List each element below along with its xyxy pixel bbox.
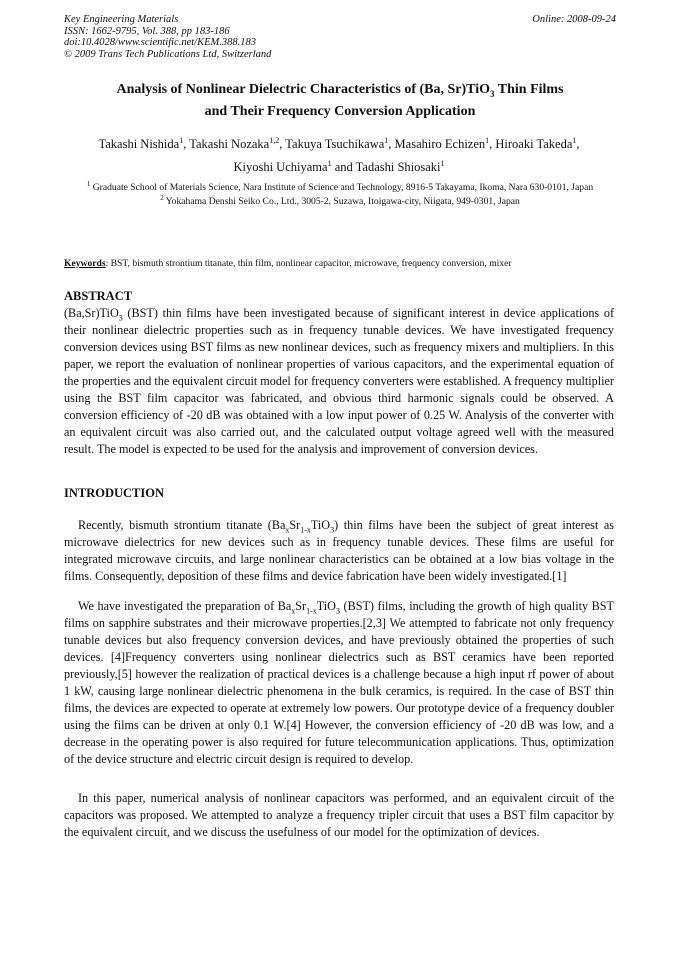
author-affiliation-mark: 1 [327,158,332,168]
intro-text: Sr [295,599,307,613]
intro-paragraph-3: In this paper, numerical analysis of nonlinear capacitors was performed, and an equivalent circuit of the capacitors was proposed. We attempted to analyze a frequency tripler circuit that uses a BST film capacitor by the equivalent circuit, and we discuss the usefulness of our model for the optimization of devices. [64,791,614,840]
abstract-paragraph [64,305,614,458]
title-subscript: 3 [490,88,495,99]
author-name: Kiyoshi Uchiyama [233,160,328,174]
keywords-label: Keywords [64,258,106,269]
author-affiliation-mark: 1 [572,135,577,145]
journal-name: Key Engineering Materials [64,14,179,25]
introduction-heading: INTRODUCTION [64,486,165,500]
keywords-line [64,258,624,270]
author-conjunction: and [331,160,356,174]
author-separator: , [576,137,580,151]
title-line1-post: Thin Films [494,82,564,97]
intro-text: ) thin films have been the subject of great interest as microwave dielectrics for new devices such as in frequency tunable devices. These films are useful for integrated microwave circuits, and large nonlinear characteristics can be obtained at a low bias voltage in the films. Consequently, deposition of these films and device fabrication have been widely investigated.[1] [64,518,614,584]
abstract-heading: ABSTRACT [64,289,133,303]
subscript: 1-x [300,525,311,535]
author-list [58,133,620,179]
intro-text: We have investigated the preparation of Ba [78,599,292,613]
author-separator: , [279,137,286,151]
online-date: Online: 2008-09-24 [532,14,616,25]
abstract-text: (BST) thin films have been investigated because of significant interest in device applications of their nonlinear dielectric properties such as in frequency tunable devices. We have investigated frequency conversion devices using BST films as new nonlinear devices, such as frequency mixers and multipliers. In this paper, we report the evaluation of nonlinear properties of various capacitors, and the experimental equation of the properties and the equivalent circuit model for frequency converters were established. A frequency multiplier using the BST film capacitor was fabricated, and obvious third harmonic signals could be observed. A conversion efficiency of -20 dB was obtained with a low input power of 0.25 W. Analysis of the converter with an equivalent circuit was also carried out, and the calculated output voltage agreed well with the measured result. The model is expected to be used for the analysis and improvement of conversion devices. [64,306,614,457]
author-name: Hiroaki Takeda [495,137,573,151]
subscript: 1-x [306,606,317,616]
author-name: Takuya Tsuchikawa [285,137,385,151]
author-affiliation-mark: 1 [485,135,490,145]
intro-text: TiO [316,599,336,613]
keywords-text: : BST, bismuth strontium titanate, thin film, nonlinear capacitor, microwave, frequency conversion, mixer [105,258,512,269]
author-affiliation-mark: 1 [179,135,184,145]
doi-line: doi:10.4028/www.scientific.net/KEM.388.183 [64,37,256,48]
subscript: 3 [335,606,340,616]
author-name: Takashi Nishida [98,137,180,151]
affiliation-2 [64,195,616,209]
title-line1-pre: Analysis of Nonlinear Dielectric Characteristics of (Ba, Sr)TiO [116,82,491,97]
intro-text: Sr [289,518,301,532]
intro-text: (BST) films, including the growth of high quality BST films on sapphire substrates and their microwave properties.[2,3] We attempted to fabricate not only frequency tunable devices but also frequency conversion devices, and have previously obtained the properties of such devices. [4]Frequency converters using nonlinear dielectrics such as BST ceramics have been reported previously,[5] however the realization of practical devices is a challenge because a high input rf power of about 1 kW, causing large nonlinear dielectric phenomena in the bulk ceramics, is required. In the case of BST thin films, the devices are expected to operate at extremely low powers. Our prototype device of a frequency doubler using the films can be driven at only 0.1 W.[4] However, the conversion efficiency of -20 dB was low, and a decrease in the operating power is also required for future telecommunication applications. Thus, optimization of the device structure and electric circuit design is required to develop. [64,599,614,767]
author-name: Masahiro Echizen [394,137,486,151]
affiliation-mark: 1 [86,179,91,188]
intro-paragraph-1 [64,517,614,585]
affiliation-mark: 2 [160,193,164,202]
journal-header [64,14,616,60]
subscript: 3 [330,525,335,535]
copyright-line: © 2009 Trans Tech Publications Ltd, Switzerland [64,48,272,60]
intro-text: TiO [310,518,331,532]
author-separator: , [489,137,496,151]
intro-paragraph-2 [64,598,614,768]
affiliation-1 [64,181,616,195]
author-affiliation-mark: 1 [440,158,445,168]
author-name: Tadashi Shiosaki [355,160,441,174]
abstract-text: (Ba,Sr)TiO [64,306,119,320]
author-separator: , [183,137,190,151]
title-line2: and Their Frequency Conversion Application [204,103,476,119]
author-name: Takashi Nozaka [189,137,270,151]
subscript: x [285,525,290,535]
subscript: 3 [118,313,123,323]
author-affiliation-mark: 1 [384,135,389,145]
issn-line: ISSN: 1662-9795, Vol. 388, pp 183-186 [64,25,230,37]
affiliation-text: Graduate School of Materials Science, Nara Institute of Science and Technology, 8916-5 Takayama, Ikoma, Nara 630-0101, Japan [92,182,594,193]
intro-text: Recently, bismuth strontium titanate (Ba [78,518,286,532]
affiliations [64,181,616,208]
affiliation-text: Yokahama Denshi Seiko Co., Ltd., 3005-2, Suzawa, Itoigawa-city, Niigata, 949-0301, Japan [165,195,520,207]
author-affiliation-mark: 1,2 [269,135,280,145]
subscript: x [291,606,296,616]
author-separator: , [388,137,395,151]
paper-title [64,81,616,121]
